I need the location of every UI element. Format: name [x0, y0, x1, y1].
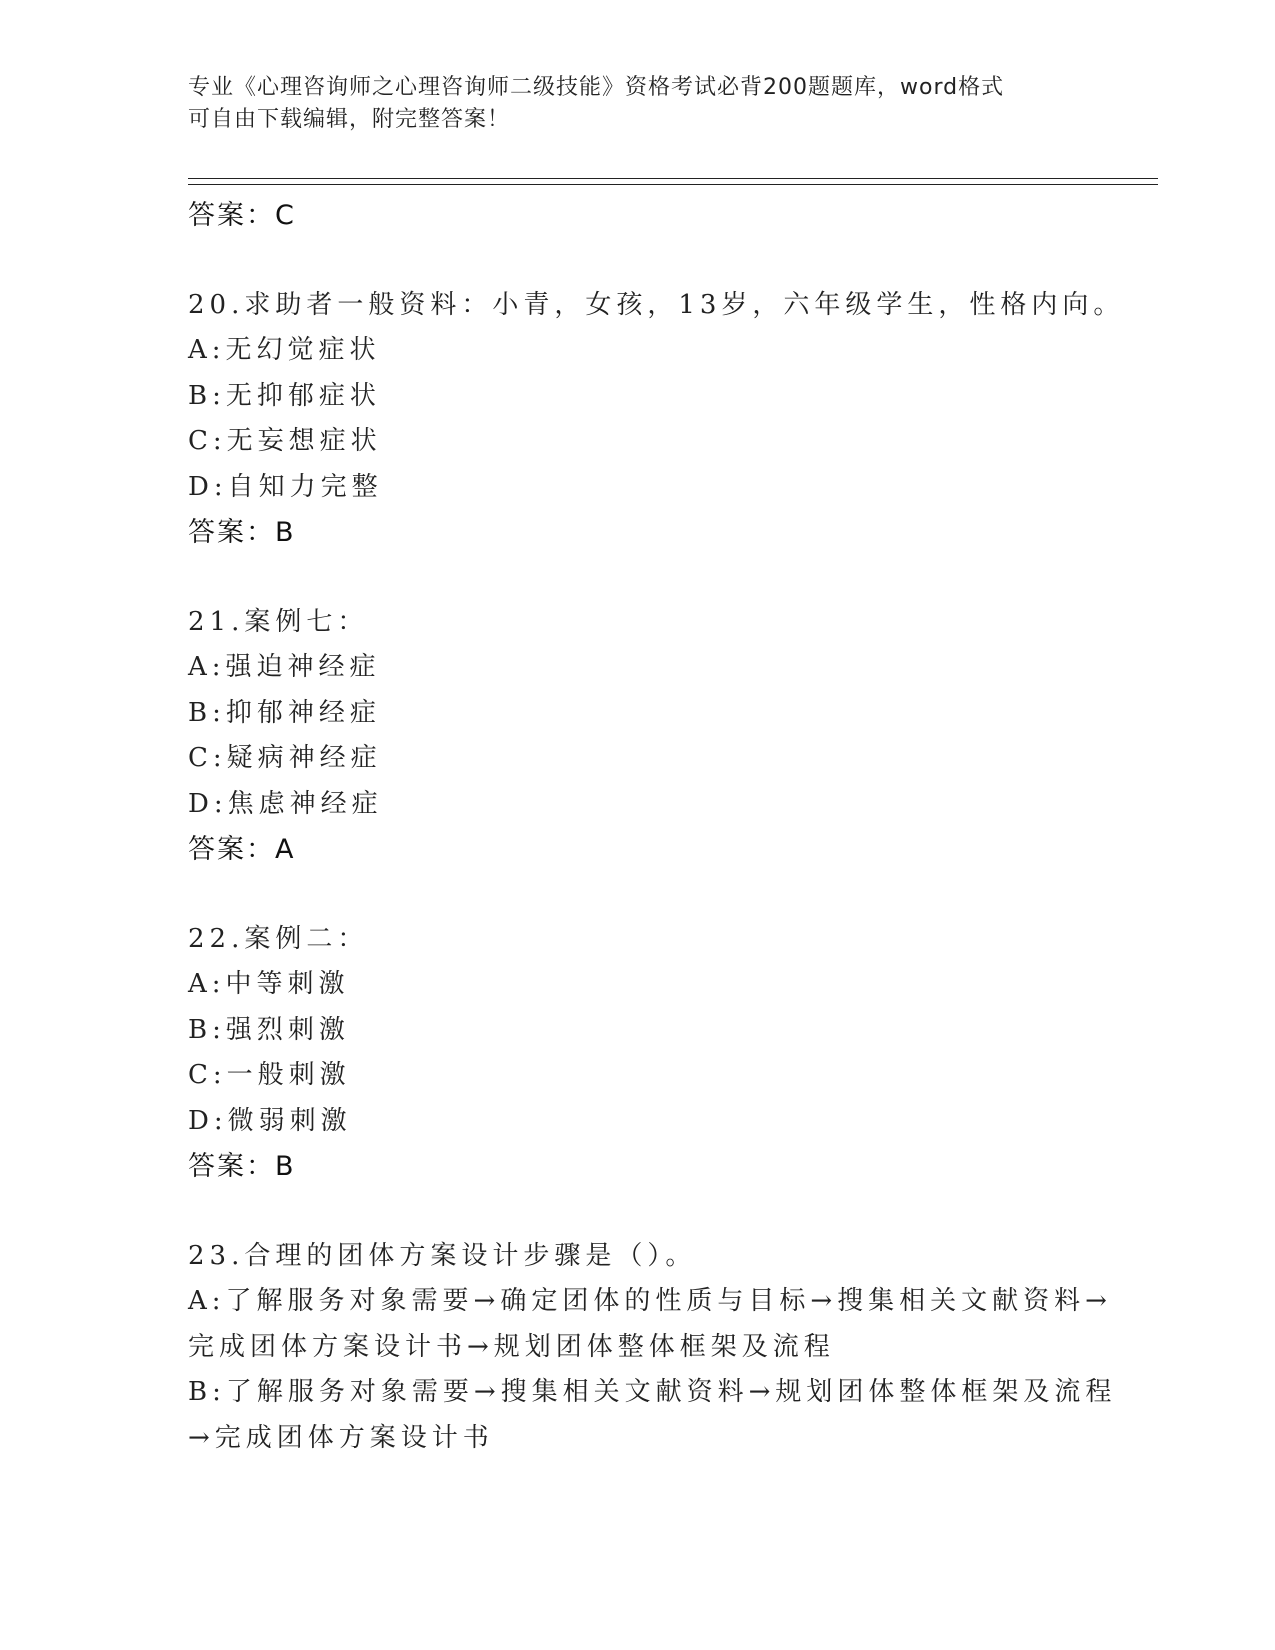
option-c: C:疑病神经症 [188, 743, 382, 773]
answer: 答案：A [188, 834, 296, 865]
option-d: D:自知力完整 [188, 471, 383, 502]
option-b-line-2: →完成团体方案设计书 [188, 1422, 494, 1453]
question-stem: 21.案例七： [188, 606, 369, 637]
header-line-2: 可自由下载编辑，附完整答案！ [188, 107, 511, 132]
option-b: B:无抑郁症状 [188, 380, 381, 411]
option-a: A:强迫神经症 [188, 652, 381, 682]
option-b: B:抑郁神经症 [188, 697, 381, 728]
option-c: C:无妄想症状 [188, 426, 382, 456]
question-stem: 23.合理的团体方案设计步骤是（）。 [188, 1240, 697, 1271]
option-b-line-1: B:了解服务对象需要→搜集相关文献资料→规划团体整体框架及流程 [188, 1377, 1117, 1407]
option-b: B:强烈刺激 [188, 1014, 350, 1045]
header-rule-bottom [188, 184, 1158, 185]
question-21 [188, 600, 1148, 873]
prev-answer: 答案：C [188, 200, 296, 231]
question-20 [188, 283, 1148, 556]
option-c: C:一般刺激 [188, 1060, 351, 1090]
question-22 [188, 917, 1148, 1190]
option-d: D:焦虑神经症 [188, 788, 383, 819]
option-a-line-1: A:了解服务对象需要→确定团体的性质与目标→搜集相关文献资料→ [188, 1286, 1112, 1316]
question-23 [188, 1234, 1148, 1462]
question-list [188, 193, 1148, 1461]
document-header [188, 72, 1068, 136]
question-stem: 20.求助者一般资料：小青，女孩，13岁，六年级学生，性格内向。 [188, 289, 1125, 320]
option-a: A:无幻觉症状 [188, 335, 381, 365]
answer: 答案：B [188, 517, 296, 548]
option-d: D:微弱刺激 [188, 1105, 352, 1136]
answer: 答案：B [188, 1151, 296, 1182]
option-a-line-2: 完成团体方案设计书→规划团体整体框架及流程 [188, 1331, 835, 1362]
header-line-1: 专业《心理咨询师之心理咨询师二级技能》资格考试必背200题题库，word格式 [188, 75, 1005, 100]
question-stem: 22.案例二： [188, 923, 369, 954]
option-a: A:中等刺激 [188, 969, 350, 999]
header-rule-top [188, 178, 1158, 179]
